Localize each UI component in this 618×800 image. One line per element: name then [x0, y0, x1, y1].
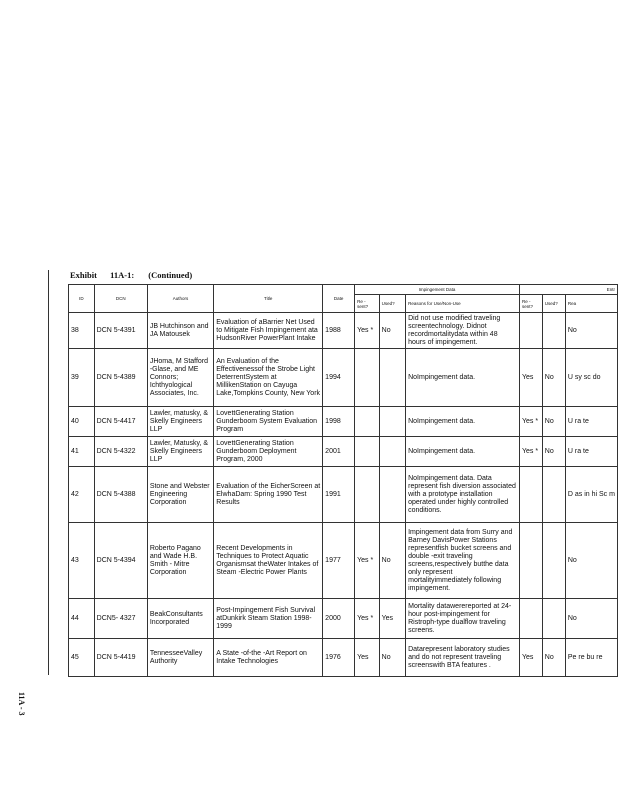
exhibit-label: Exhibit	[70, 270, 97, 280]
cell-date: 1988	[323, 313, 355, 349]
exhibit-number: 11A-1:	[110, 270, 135, 280]
table-row	[69, 349, 618, 407]
cell-dcn: DCN 5-4417	[94, 407, 147, 437]
cell-ent-used: No	[542, 639, 565, 677]
cell-imp-represent	[355, 437, 380, 467]
cell-ent-represent	[519, 599, 542, 639]
cell-ent-used: No	[542, 349, 565, 407]
cell-title: Post-Impingement Fish Survival atDunkirk Steam Station 1998- 1999	[214, 599, 323, 639]
cell-id: 44	[69, 599, 95, 639]
cell-ent-represent	[519, 523, 542, 599]
exhibit-table	[68, 284, 618, 677]
cell-dcn: DCN 5-4391	[94, 313, 147, 349]
col-header-imp-reasons: Reasons for Use/Non-Use	[406, 295, 520, 313]
cell-ent-used	[542, 467, 565, 523]
cell-ent-used	[542, 313, 565, 349]
cell-ent-reasons: No	[565, 599, 617, 639]
cell-date: 1998	[323, 407, 355, 437]
cell-imp-represent: Yes	[355, 639, 380, 677]
cell-id: 43	[69, 523, 95, 599]
cell-imp-reasons: NoImpingement data. Data represent fish diversion associated with a prototype installation operated under highly controlled conditions.	[406, 467, 520, 523]
cell-imp-represent: Yes *	[355, 313, 380, 349]
col-header-title: Title	[214, 285, 323, 313]
cell-ent-reasons: U sy sc do	[565, 349, 617, 407]
col-header-imp-used: Used?	[379, 295, 405, 313]
cell-date: 2000	[323, 599, 355, 639]
cell-imp-represent	[355, 349, 380, 407]
cell-ent-reasons: U ra te	[565, 407, 617, 437]
cell-authors: JHoma, M Stafford -Glase, and ME Connors; Ichthyological Associates, Inc.	[147, 349, 213, 407]
table-row	[69, 437, 618, 467]
cell-imp-used	[379, 467, 405, 523]
cell-imp-used: Yes	[379, 599, 405, 639]
page-number: 11A - 3	[17, 692, 26, 716]
cell-date: 1976	[323, 639, 355, 677]
cell-ent-represent: Yes *	[519, 437, 542, 467]
cell-imp-used	[379, 349, 405, 407]
table-row	[69, 313, 618, 349]
col-header-authors: Authors	[147, 285, 213, 313]
cell-authors: Stone and Webster Engineering Corporation	[147, 467, 213, 523]
exhibit-heading	[70, 270, 192, 280]
cell-imp-used	[379, 407, 405, 437]
cell-imp-used: No	[379, 523, 405, 599]
cell-authors: TennesseeValley Authority	[147, 639, 213, 677]
cell-id: 45	[69, 639, 95, 677]
cell-ent-represent: Yes	[519, 639, 542, 677]
exhibit-continued: (Continued)	[148, 270, 193, 280]
cell-title: Recent Developments in Techniques to Protect Aquatic Organismsat theWater Intakes of Steam -Electric Power Plants	[214, 523, 323, 599]
cell-dcn: DCN 5-4389	[94, 349, 147, 407]
cell-date: 1994	[323, 349, 355, 407]
cell-title: LovettGenerating Station Gunderboom System Evaluation Program	[214, 407, 323, 437]
cell-imp-reasons: Impingement data from Surry and Barney DavisPower Stations representfish bucket screens and double -exit traveling screens,respectively butthe data only represent mortalityimmediately following impingement.	[406, 523, 520, 599]
cell-imp-used: No	[379, 639, 405, 677]
col-header-ent-reasons: Rea	[565, 295, 617, 313]
cell-imp-represent: Yes *	[355, 523, 380, 599]
cell-authors: Lawler, matusky, & Skelly Engineers LLP	[147, 407, 213, 437]
table-row	[69, 467, 618, 523]
margin-rule	[48, 270, 49, 675]
cell-dcn: DCN 5-4419	[94, 639, 147, 677]
cell-imp-represent	[355, 407, 380, 437]
cell-imp-represent: Yes *	[355, 599, 380, 639]
cell-title: An Evaluation of the Effectivenessof the Strobe Light DeterrentSystem at MillikenStation on Cayuga Lake,Tompkins County, New York	[214, 349, 323, 407]
col-header-dcn: DCN	[94, 285, 147, 313]
cell-title: Evaluation of aBarrier Net Used to Mitigate Fish Impingement ata HudsonRiver PowerPlant Intake	[214, 313, 323, 349]
cell-ent-represent: Yes *	[519, 407, 542, 437]
col-header-ent-used: Used?	[542, 295, 565, 313]
cell-imp-reasons: Did not use modified traveling screentechnology. Didnot recordmortalitydata within 48 hours of impingement.	[406, 313, 520, 349]
cell-date: 1991	[323, 467, 355, 523]
group-header-entrainment: Entr	[519, 285, 617, 295]
cell-ent-used	[542, 523, 565, 599]
cell-imp-represent	[355, 467, 380, 523]
cell-ent-represent: Yes	[519, 349, 542, 407]
col-header-ent-represent: Re - sent?	[519, 295, 542, 313]
cell-ent-reasons: U ra te	[565, 437, 617, 467]
col-header-imp-represent: Re - sent?	[355, 295, 380, 313]
cell-ent-used: No	[542, 407, 565, 437]
cell-date: 1977	[323, 523, 355, 599]
cell-imp-reasons: NoImpingement data.	[406, 437, 520, 467]
cell-date: 2001	[323, 437, 355, 467]
cell-authors: Lawler, Matusky, & Skelly Engineers LLP	[147, 437, 213, 467]
cell-id: 38	[69, 313, 95, 349]
cell-dcn: DCN 5-4388	[94, 467, 147, 523]
cell-ent-reasons: Pe re bu re	[565, 639, 617, 677]
cell-ent-reasons: D as in hi Sc m	[565, 467, 617, 523]
cell-id: 42	[69, 467, 95, 523]
cell-ent-used	[542, 599, 565, 639]
cell-authors: Roberto Pagano and Wade H.B. Smith - Mitre Corporation	[147, 523, 213, 599]
table-row	[69, 599, 618, 639]
cell-ent-reasons: No	[565, 523, 617, 599]
cell-title: LovettGenerating Station Gunderboom Deployment Program, 2000	[214, 437, 323, 467]
group-header-impingement: Impingement Data	[355, 285, 520, 295]
cell-ent-represent	[519, 467, 542, 523]
cell-authors: BeakConsultants Incorporated	[147, 599, 213, 639]
cell-title: A State -of-the -Art Report on Intake Technologies	[214, 639, 323, 677]
cell-dcn: DCN 5-4394	[94, 523, 147, 599]
table-row	[69, 523, 618, 599]
cell-dcn: DCN5- 4327	[94, 599, 147, 639]
cell-ent-represent	[519, 313, 542, 349]
cell-imp-reasons: Mortality datawerereported at 24-hour post-impingement for Ristroph-type dualflow traveling screens.	[406, 599, 520, 639]
cell-dcn: DCN 5-4322	[94, 437, 147, 467]
cell-authors: JB Hutchinson and JA Matousek	[147, 313, 213, 349]
cell-id: 39	[69, 349, 95, 407]
cell-imp-used: No	[379, 313, 405, 349]
table-row	[69, 639, 618, 677]
cell-imp-reasons: NoImpingement data.	[406, 349, 520, 407]
cell-imp-reasons: Datarepresent laboratory studies and do not represent traveling screenswith BTA features .	[406, 639, 520, 677]
cell-ent-reasons: No	[565, 313, 617, 349]
col-header-date: Date	[323, 285, 355, 313]
table-row	[69, 407, 618, 437]
cell-id: 40	[69, 407, 95, 437]
cell-imp-reasons: NoImpingement data.	[406, 407, 520, 437]
cell-imp-used	[379, 437, 405, 467]
cell-title: Evaluation of the EicherScreen at ElwhaDam: Spring 1990 Test Results	[214, 467, 323, 523]
cell-id: 41	[69, 437, 95, 467]
cell-ent-used: No	[542, 437, 565, 467]
col-header-id: ID	[69, 285, 95, 313]
